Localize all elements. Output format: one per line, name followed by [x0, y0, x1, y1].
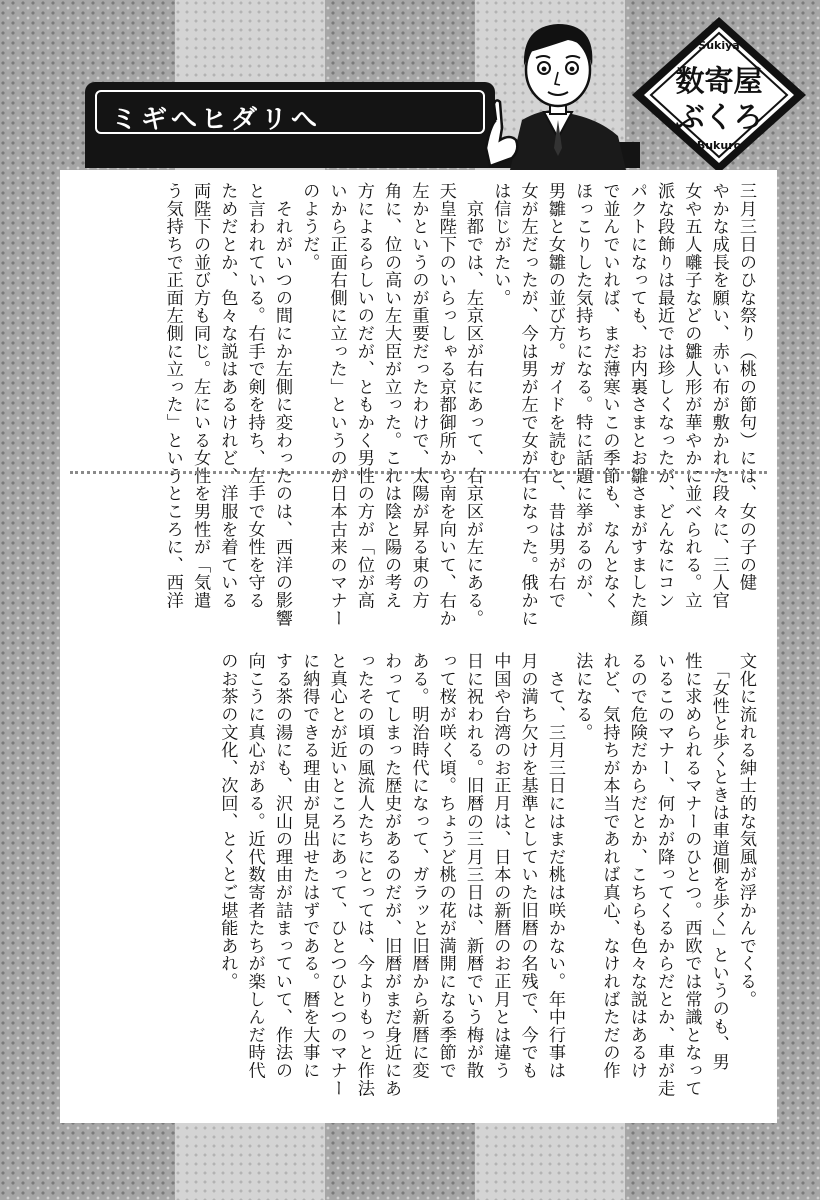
logo-line-2: ぶくろ [675, 100, 763, 134]
logo-bottom-text: Bukuro [696, 139, 742, 152]
article-text-top: 三月三日のひな祭り（桃の節句）には、女の子の健 やかな成長を願い、赤い布が敷かれた段々に、三人官 女や五人囃子などの雛人形が華やかに並べられる。立 派な段飾りは最近では珍しくなったが、どんなにコン パクトになっても、お内裏さまとお雛さまがすました顔 で並んでいれば、まだ薄寒いこの季節も、なんとなく ほっこりした気持ちになる。特に話題に挙がるのが、 男雛と女雛の並び方。ガイドを読むと、昔は男が右で 女が左だったが、今は男が左で女が右になった。俄かに は信じがたい。 京都では、左京区が右にあって、右京区が左にある。 天皇陛下のいらっしゃる京都御所から南を向いて、右か 左かというのが重要だったわけで、太陽が昇る東の方 角に、位の高い左大臣が立った。これは陰と陽の考え 方によるらしいのだが、ともかく男性の方が「位が高 いから正面右側に立った」というのが日本古来のマナー のようだ。 それがいつの間にか左側に変わったのは、西洋の影響 と言われている。右手で剣を持ち、左手で女性を守る ためだとか、色々な説はあるけれど、洋服を着ている 両陛下の並び方も同じ。左にいる女性を男性が「気遣 う気持ちで正面左側に立った」というところに、西洋 [162, 182, 756, 627]
logo-line-1: 数寄屋 [675, 64, 763, 98]
section-divider [70, 471, 767, 474]
article-panel [60, 170, 777, 1123]
logo-top-text: Sukiya [698, 39, 740, 52]
sukiya-bukuro-logo [630, 15, 808, 175]
article-text-bottom: 文化に流れる紳士的な気風が浮かんでくる。 「女性と歩くときは車道側を歩く」というのも、男 性に求められるマナーのひとつ。西欧では常識となって いるこのマナー、何かが降ってくるからだとか、車が走 るので危険だからだとか、こちらも色々な説はあるけ れど、気持ちが本当であれば真心、なければただの作 法になる。 さて、三月三日にはまだ桃は咲かない。年中行事は 月の満ち欠けを基準としていた旧暦の名残で、今でも 中国や台湾のお正月は、日本の新暦のお正月とは違う 日に祝われる。旧暦の三月三日は、新暦でいう梅が散 って桜が咲く頃。ちょうど桃の花が満開になる季節で ある。明治時代になって、ガラッと旧暦から新暦に変 わってしまった歴史があるのだが、旧暦がまだ身近にあ ったその頃の風流人たちにとっては、今よりもっと作法 と真心とが近いところにあって、ひとつひとつのマナー に納得できる理由が見出せたはずである。暦を大事に する茶の湯にも、沢山の理由が詰まっていて、作法の 向こうに真心がある。近代数寄者たちが楽しんだ時代 のお茶の文化、次回、とくとご堪能あれ。 [217, 652, 756, 1097]
title-banner [85, 82, 495, 142]
character-illustration [440, 8, 650, 170]
column-title: ミギへヒダリへ [111, 105, 322, 135]
